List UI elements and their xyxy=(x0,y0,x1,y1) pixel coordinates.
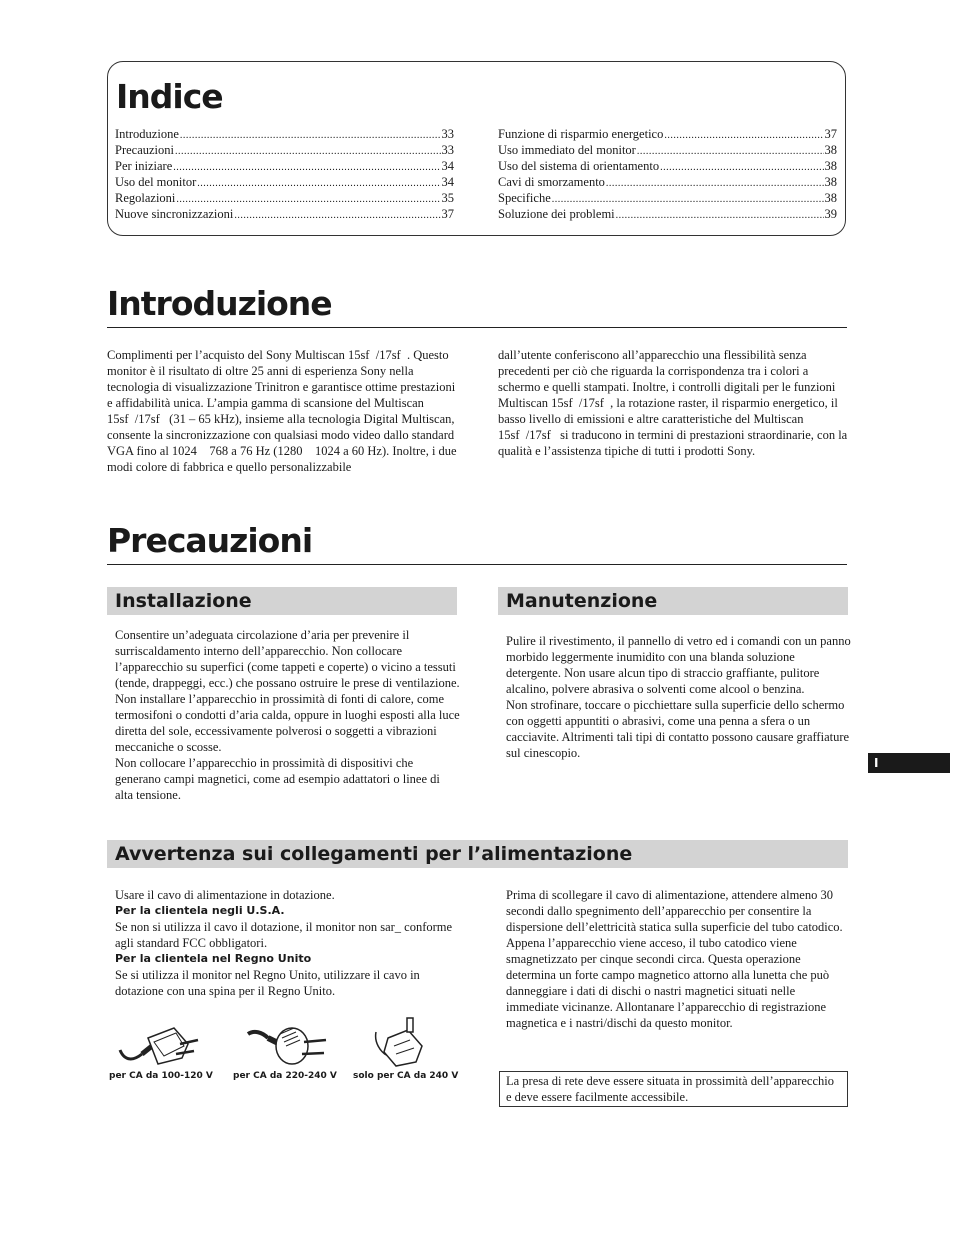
toc-entry xyxy=(498,142,837,158)
toc-entry xyxy=(498,158,837,174)
avvertenza-left-text xyxy=(115,887,460,999)
language-tab: I xyxy=(868,753,950,773)
manutenzione-p1: Pulire il rivestimento, il pannello di vetro ed i comandi con un panno morbido leggermente inumidito con una blanda soluzione detergente. Non usare alcun tipo di straccio graffiante, pulitore alcalino, polvere abrasiva o solventi come alcool o benzina. xyxy=(506,634,851,696)
avvertenza-r2: Appena l’apparecchio viene acceso, il tubo catodico viene smagnetizzato per cinque secondi circa. Questa operazione determina un forte campo magnetico attorno alla lunetta che può danneggiare i dati di dischi o nastri magnetici situati nelle immediate vicinanze. Allontanare l’apparecchio di registrazione magnetica e i nastri/dischi da questo monitor. xyxy=(506,936,830,1030)
toc-entry-label: Soluzione dei problemi xyxy=(498,207,615,221)
toc-entry xyxy=(115,206,454,222)
toc-entry-label: Precauzioni xyxy=(115,143,175,157)
avvertenza-l2: Se non si utilizza il cavo il dotazione, il monitor non sar_ conforme agli standard FCC obbligatori. xyxy=(115,920,453,950)
toc-entry xyxy=(115,142,454,158)
toc-title: Indice xyxy=(116,77,223,116)
manutenzione-text xyxy=(506,633,851,761)
installazione-p1: Consentire un’adeguata circolazione d’aria per prevenire il surriscaldamento interno dell’apparecchio. Non collocare l’apparecchio su superfici (come tappeti e coperte) o vicino a tessuti (tende, drappeggi, ecc.) che possano ostruire le prese di ventilazione. xyxy=(115,628,460,690)
installazione-p2: Non installare l’apparecchio in prossimità di fonti di calore, come termosifoni o condotti d’aria calda, oppure in luoghi esposti alla luce diretta del sole, eccessivamente polverosi o soggetti a vibrazioni meccaniche o scosse. xyxy=(115,692,460,754)
plug-label-eu: per CA da 220-240 V xyxy=(233,1071,337,1081)
uk-plug-icon xyxy=(372,1016,432,1068)
avvertenza-right-text xyxy=(506,887,851,1031)
toc-entry xyxy=(115,126,454,142)
plug-label-us: per CA da 100-120 V xyxy=(109,1071,213,1081)
installazione-text xyxy=(115,627,460,803)
toc-entry-page: 38 xyxy=(824,159,837,173)
toc-entry xyxy=(115,174,454,190)
manutenzione-p2: Non strofinare, toccare o picchiettare sulla superficie dello schermo con oggetti appuntiti o abrasivi, come una penna a sfera o un cacciavite. Altrimenti tali tipi di contatto possono causare graffiature sul cinescopio. xyxy=(506,698,850,760)
toc-entry xyxy=(498,190,837,206)
toc-entry-label: Specifiche xyxy=(498,191,551,205)
avvertenza-r1: Prima di scollegare il cavo di alimentazione, attendere almeno 30 secondi dallo spegnimento dell’apparecchio per consentire la dispersione dell’elettricità statica sulla superficie del tubo catodico. xyxy=(506,888,843,934)
precauzioni-heading: Precauzioni xyxy=(107,521,313,560)
toc-entry-label: Regolazioni xyxy=(115,191,176,205)
usa-label: Per la clientela negli U.S.A. xyxy=(115,904,285,917)
toc-entry-label: Nuove sincronizzazioni xyxy=(115,207,234,221)
plug-label-uk: solo per CA da 240 V xyxy=(353,1071,459,1081)
toc-entry-page: 34 xyxy=(441,175,454,189)
toc-entry-page: 37 xyxy=(441,207,454,221)
toc-entry-page: 37 xyxy=(824,127,837,141)
toc-entry xyxy=(115,190,454,206)
intro-paragraph-1: Complimenti per l’acquisto del Sony Multiscan 15sf /17sf . Questo monitor è il risultato di oltre 25 anni di esperienza Sony nella tecnologia di visualizzazione Trinitron e garantisce ottime prestazioni e affidabilità unica. L’ampia gamma di scansione del Multiscan 15sf /17sf (31 – 65 kHz), insieme alla tecnologia Digital Multiscan, consente la sincronizzazione con qualsiasi modo video dallo standard VGA fino al 1024 768 a 76 Hz (1280 1024 a 60 Hz). Inoltre, i due modi colore di fabbrica e quello personalizzabile xyxy=(107,348,457,474)
toc-entry xyxy=(498,174,837,190)
toc-entry-label: Introduzione xyxy=(115,127,179,141)
toc-left-column xyxy=(115,126,454,222)
uk-label: Per la clientela nel Regno Unito xyxy=(115,952,312,965)
toc-entry xyxy=(498,206,837,222)
toc-right-column xyxy=(498,126,837,222)
toc-entry-page: 34 xyxy=(441,159,454,173)
toc-leader-dots xyxy=(234,206,440,224)
toc-entry-label: Per iniziare xyxy=(115,159,173,173)
us-plug-icon xyxy=(118,1020,202,1068)
toc-entry-page: 38 xyxy=(824,143,837,157)
toc-entry-page: 38 xyxy=(824,191,837,205)
avvertenza-l1: Usare il cavo di alimentazione in dotazione. xyxy=(115,888,335,902)
toc-entry xyxy=(498,126,837,142)
table-of-contents-box xyxy=(107,61,846,236)
installazione-p3: Non collocare l’apparecchio in prossimità di dispositivi che generano campi magnetici, come ad esempio adattatori o linee di alta tensione. xyxy=(115,756,440,802)
toc-entry-page: 35 xyxy=(441,191,454,205)
section-divider xyxy=(107,327,847,328)
toc-leader-dots xyxy=(616,206,824,224)
section-divider xyxy=(107,564,847,565)
eu-plug-icon xyxy=(246,1020,330,1068)
avvertenza-l3: Se si utilizza il monitor nel Regno Unito, utilizzare il cavo in dotazione con una spina per il Regno Unito. xyxy=(115,968,420,998)
toc-entry-page: 33 xyxy=(441,143,454,157)
toc-entry-label: Uso del sistema di orientamento xyxy=(498,159,660,173)
toc-entry-label: Uso del monitor xyxy=(115,175,197,189)
toc-entry xyxy=(115,158,454,174)
introduzione-heading: Introduzione xyxy=(107,284,332,323)
power-outlet-notice: La presa di rete deve essere situata in prossimità dell’apparecchio e deve essere facilmente accessibile. xyxy=(499,1071,848,1107)
avvertenza-heading: Avvertenza sui collegamenti per l’alimentazione xyxy=(107,840,848,868)
toc-entry-label: Funzione di risparmio energetico xyxy=(498,127,664,141)
toc-entry-page: 39 xyxy=(824,207,837,221)
toc-entry-page: 38 xyxy=(824,175,837,189)
toc-entry-label: Uso immediato del monitor xyxy=(498,143,636,157)
intro-paragraph-2: dall’utente conferiscono all’apparecchio una flessibilità senza precedenti per ciò che riguarda la corrispondenza tra i colori a schermo e quelli stampati. Inoltre, i controlli digitali per le funzioni Multiscan 15sf /17sf , la rotazione raster, il risparmio energetico, il basso livello di emissioni e altre caratteristiche del Multiscan 15sf /17sf si traducono in termini di prestazioni straordinarie, con la qualità e l’assistenza tipiche di tutti i prodotti Sony. xyxy=(498,348,848,458)
toc-entry-page: 33 xyxy=(441,127,454,141)
toc-entry-label: Cavi di smorzamento xyxy=(498,175,605,189)
manutenzione-heading: Manutenzione xyxy=(498,587,848,615)
installazione-heading: Installazione xyxy=(107,587,457,615)
